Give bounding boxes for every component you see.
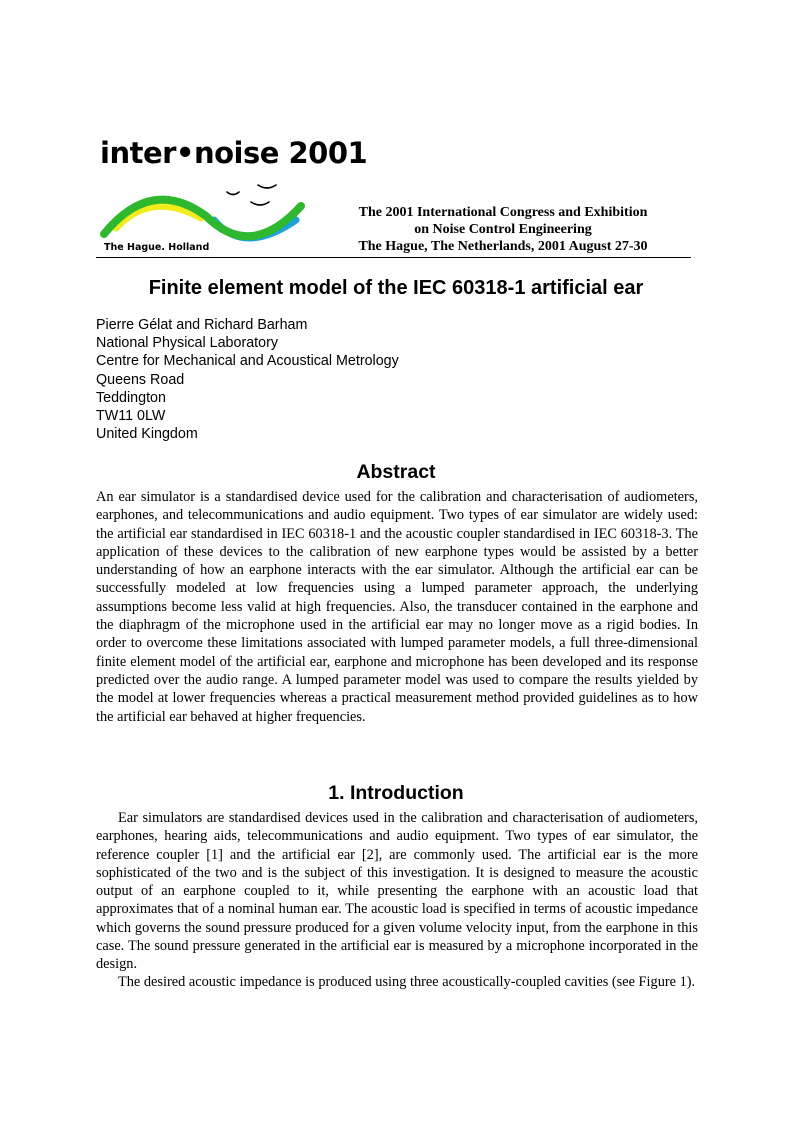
conference-info [333, 204, 673, 255]
affiliation-line: National Physical Laboratory [96, 335, 278, 352]
conference-header [96, 128, 691, 258]
conference-line: The Hague, The Netherlands, 2001 August 27-30 [358, 239, 648, 254]
affiliation-line: Centre for Mechanical and Acoustical Metrology [96, 353, 399, 370]
abstract-heading: Abstract [356, 461, 436, 483]
logo-green-wave [104, 200, 301, 237]
affiliation-line: Teddington [96, 389, 166, 406]
introduction-heading: 1. Introduction [328, 782, 464, 804]
affiliation-line: TW11 0LW [96, 408, 166, 425]
author-names: Pierre Gélat and Richard Barham [96, 317, 308, 333]
affiliation-line: Queens Road [96, 371, 185, 388]
conference-line: The 2001 International Congress and Exhibition [358, 205, 648, 220]
conference-logo [96, 128, 368, 258]
logo-waves-icon [96, 176, 336, 248]
logo-title: inter•noise 2001 [100, 136, 368, 170]
conference-line: on Noise Control Engineering [414, 222, 592, 237]
introduction-paragraph: Ear simulators are standardised devices used in the calibration and characterisation of audiometers, earphones, hearing aids, telecommunications and audio equipment. Two types of ear simulator, the reference coupler [1] and the artificial ear [2], are commonly used. The artificial ear is the more sophisticated of the two and is the subject of this investigation. It is designed to measure the acoustic output of an earphone coupled to it, while presenting the earphone with an acoustic load that approximates that of a nominal human ear. The acoustic load is specified in terms of acoustic impedance which governs the sound pressure produced for a given volume velocity input, from the earphone in this case. The sound pressure generated in the artificial ear is measured by a microphone incorporated in the design. [96, 810, 698, 973]
affiliation-line: United Kingdom [96, 426, 198, 443]
paper-title: Finite element model of the IEC 60318-1 artificial ear [148, 277, 644, 299]
logo-location: The Hague. Holland [104, 242, 210, 253]
introduction-paragraph: The desired acoustic impedance is produced using three acoustically-coupled cavities (see Figure 1). [118, 974, 696, 990]
author-block [96, 316, 399, 443]
logo-smile-3 [251, 202, 269, 205]
logo-smile-1 [227, 192, 239, 195]
logo-smile-2 [258, 185, 276, 188]
header-divider [96, 257, 691, 258]
abstract-text: An ear simulator is a standardised device used for the calibration and characterisation of audiometers, earphones, and telecommunications and audio equipment. Two types of ear simulator are widely used: the artificial ear standardised in IEC 60318-1 and the acoustic coupler standardised in IEC 60318-3. The application of these devices to the calibration of new earphone types would be assisted by a better understanding of how an earphone interacts with the ear simulator. Although the artificial ear can be successfully modeled at low frequencies using a lumped parameter approach, the underlying assumptions become less valid at high frequencies. Also, the transducer contained in the earphone and the diaphragm of the microphone used in the artificial ear may no longer move as a rigid bodies. In order to overcome these limitations associated with lumped parameter models, a full three-dimensional finite element model of the artificial ear, earphone and microphone has been developed and its response predicted over the audio range. A lumped parameter model was used to compare the results yielded by the model at lower frequencies whereas a practical measurement method provided guidelines as to how the artificial ear behaved at higher frequencies. [96, 489, 698, 725]
